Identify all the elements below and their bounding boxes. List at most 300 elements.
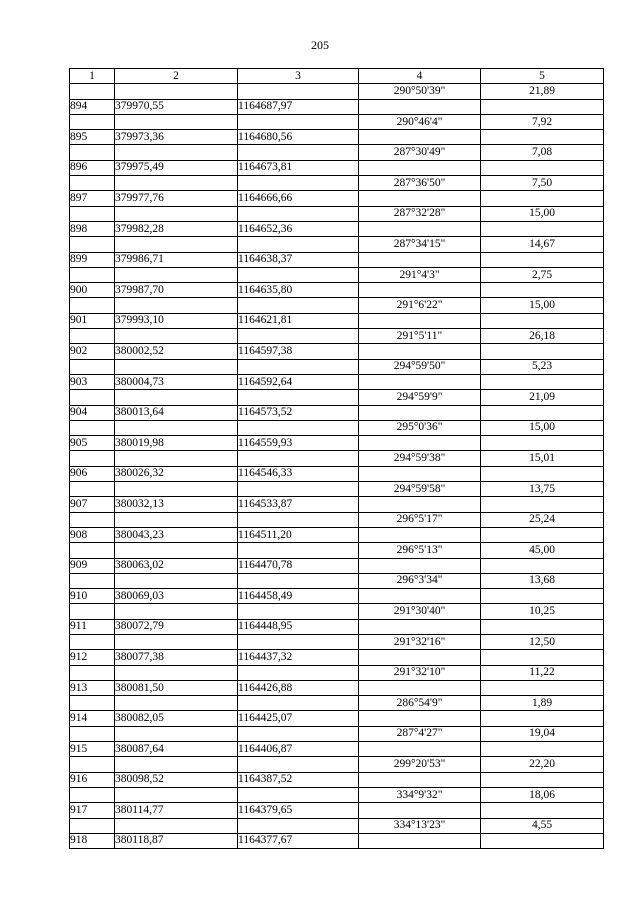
distance-cell: [481, 558, 604, 573]
y-coordinate-cell: 1164387,52: [238, 772, 359, 787]
distance-cell: 5,23: [481, 359, 604, 374]
distance-cell: [481, 711, 604, 726]
point-number-cell: 902: [70, 344, 115, 359]
table-row: [70, 589, 604, 604]
distance-cell: 7,92: [481, 114, 604, 129]
point-number-cell: [70, 390, 115, 405]
x-coordinate-cell: [115, 634, 238, 649]
x-coordinate-cell: 380081,50: [115, 680, 238, 695]
x-coordinate-cell: [115, 451, 238, 466]
y-coordinate-cell: [238, 176, 359, 191]
direction-angle-cell: 291°32'16": [359, 634, 481, 649]
direction-angle-cell: 294°59'58": [359, 482, 481, 497]
y-coordinate-cell: 1164470,78: [238, 558, 359, 573]
table-row: [70, 833, 604, 848]
distance-cell: 45,00: [481, 543, 604, 558]
direction-angle-cell: [359, 252, 481, 267]
x-coordinate-cell: 379975,49: [115, 160, 238, 175]
y-coordinate-cell: [238, 84, 359, 99]
x-coordinate-cell: 380114,77: [115, 803, 238, 818]
point-number-cell: [70, 482, 115, 497]
point-number-cell: 910: [70, 589, 115, 604]
table-row: [70, 313, 604, 328]
direction-angle-cell: [359, 742, 481, 757]
y-coordinate-cell: [238, 634, 359, 649]
point-number-cell: [70, 359, 115, 374]
table-row: [70, 206, 604, 221]
y-coordinate-cell: [238, 604, 359, 619]
direction-angle-cell: [359, 191, 481, 206]
x-coordinate-cell: [115, 757, 238, 772]
table-row: [70, 114, 604, 129]
y-coordinate-cell: 1164666,66: [238, 191, 359, 206]
y-coordinate-cell: [238, 696, 359, 711]
point-number-cell: 911: [70, 619, 115, 634]
x-coordinate-cell: [115, 329, 238, 344]
direction-angle-cell: 334°9'32": [359, 787, 481, 802]
point-number-cell: [70, 420, 115, 435]
x-coordinate-cell: [115, 604, 238, 619]
point-number-cell: [70, 512, 115, 527]
distance-cell: [481, 99, 604, 114]
direction-angle-cell: [359, 374, 481, 389]
direction-angle-cell: 296°5'13": [359, 543, 481, 558]
y-coordinate-cell: [238, 665, 359, 680]
x-coordinate-cell: 380077,38: [115, 650, 238, 665]
table-row: [70, 711, 604, 726]
table-row: [70, 191, 604, 206]
x-coordinate-cell: [115, 818, 238, 833]
distance-cell: [481, 405, 604, 420]
direction-angle-cell: [359, 680, 481, 695]
distance-cell: [481, 252, 604, 267]
distance-cell: [481, 527, 604, 542]
table-row: [70, 466, 604, 481]
distance-cell: [481, 374, 604, 389]
distance-cell: 22,20: [481, 757, 604, 772]
point-number-cell: [70, 206, 115, 221]
direction-angle-cell: [359, 589, 481, 604]
direction-angle-cell: 299°20'53": [359, 757, 481, 772]
x-coordinate-cell: [115, 726, 238, 741]
y-coordinate-cell: 1164638,37: [238, 252, 359, 267]
point-number-cell: 909: [70, 558, 115, 573]
point-number-cell: 907: [70, 497, 115, 512]
direction-angle-cell: [359, 160, 481, 175]
x-coordinate-cell: [115, 114, 238, 129]
distance-cell: [481, 680, 604, 695]
direction-angle-cell: 290°50'39": [359, 84, 481, 99]
x-coordinate-cell: 380069,03: [115, 589, 238, 604]
x-coordinate-cell: 379987,70: [115, 283, 238, 298]
point-number-cell: [70, 298, 115, 313]
distance-cell: 4,55: [481, 818, 604, 833]
y-coordinate-cell: 1164533,87: [238, 497, 359, 512]
direction-angle-cell: 286°54'9": [359, 696, 481, 711]
table-row: [70, 558, 604, 573]
x-coordinate-cell: 379977,76: [115, 191, 238, 206]
y-coordinate-cell: 1164511,20: [238, 527, 359, 542]
point-number-cell: 903: [70, 374, 115, 389]
distance-cell: 12,50: [481, 634, 604, 649]
point-number-cell: 914: [70, 711, 115, 726]
point-number-cell: [70, 329, 115, 344]
distance-cell: 13,75: [481, 482, 604, 497]
y-coordinate-cell: 1164448,95: [238, 619, 359, 634]
distance-cell: [481, 344, 604, 359]
table-row: [70, 176, 604, 191]
point-number-cell: 901: [70, 313, 115, 328]
distance-cell: [481, 436, 604, 451]
y-coordinate-cell: [238, 818, 359, 833]
y-coordinate-cell: 1164559,93: [238, 436, 359, 451]
direction-angle-cell: 291°32'10": [359, 665, 481, 680]
point-number-cell: 912: [70, 650, 115, 665]
direction-angle-cell: [359, 772, 481, 787]
table-row: [70, 787, 604, 802]
page-number: 205: [311, 38, 329, 52]
table-row: [70, 757, 604, 772]
y-coordinate-cell: 1164597,38: [238, 344, 359, 359]
direction-angle-cell: [359, 619, 481, 634]
y-coordinate-cell: [238, 329, 359, 344]
direction-angle-cell: 295°0'36": [359, 420, 481, 435]
x-coordinate-cell: 379993,10: [115, 313, 238, 328]
direction-angle-cell: [359, 283, 481, 298]
x-coordinate-cell: 379982,28: [115, 221, 238, 236]
direction-angle-cell: 287°30'49": [359, 145, 481, 160]
y-coordinate-cell: 1164621,81: [238, 313, 359, 328]
direction-angle-cell: 296°3'34": [359, 573, 481, 588]
x-coordinate-cell: 380072,79: [115, 619, 238, 634]
point-number-cell: [70, 543, 115, 558]
table-row: [70, 619, 604, 634]
x-coordinate-cell: [115, 573, 238, 588]
table-row: [70, 772, 604, 787]
table-row: [70, 696, 604, 711]
point-number-cell: 896: [70, 160, 115, 175]
column-header: 1: [70, 69, 115, 84]
table-row: [70, 374, 604, 389]
y-coordinate-cell: 1164635,80: [238, 283, 359, 298]
table-row: [70, 604, 604, 619]
distance-cell: [481, 803, 604, 818]
point-number-cell: 916: [70, 772, 115, 787]
direction-angle-cell: [359, 313, 481, 328]
x-coordinate-cell: 380019,98: [115, 436, 238, 451]
distance-cell: 15,01: [481, 451, 604, 466]
y-coordinate-cell: [238, 298, 359, 313]
y-coordinate-cell: 1164687,97: [238, 99, 359, 114]
table-body: [70, 84, 604, 849]
table-row: [70, 742, 604, 757]
distance-cell: 21,09: [481, 390, 604, 405]
table-row: [70, 329, 604, 344]
distance-cell: [481, 650, 604, 665]
direction-angle-cell: 287°4'27": [359, 726, 481, 741]
y-coordinate-cell: 1164546,33: [238, 466, 359, 481]
table-row: [70, 390, 604, 405]
point-number-cell: 898: [70, 221, 115, 236]
distance-cell: 25,24: [481, 512, 604, 527]
distance-cell: 2,75: [481, 267, 604, 282]
distance-cell: 1,89: [481, 696, 604, 711]
y-coordinate-cell: [238, 420, 359, 435]
direction-angle-cell: 291°6'22": [359, 298, 481, 313]
point-number-cell: [70, 267, 115, 282]
point-number-cell: 904: [70, 405, 115, 420]
table-row: [70, 283, 604, 298]
distance-cell: [481, 619, 604, 634]
x-coordinate-cell: 380013,64: [115, 405, 238, 420]
table-row: [70, 451, 604, 466]
table-row: [70, 650, 604, 665]
column-header: 3: [238, 69, 359, 84]
distance-cell: [481, 497, 604, 512]
direction-angle-cell: [359, 497, 481, 512]
distance-cell: 26,18: [481, 329, 604, 344]
table-row: [70, 543, 604, 558]
distance-cell: 11,22: [481, 665, 604, 680]
y-coordinate-cell: [238, 390, 359, 405]
point-number-cell: [70, 176, 115, 191]
direction-angle-cell: 290°46'4": [359, 114, 481, 129]
x-coordinate-cell: [115, 512, 238, 527]
point-number-cell: 895: [70, 130, 115, 145]
y-coordinate-cell: 1164458,49: [238, 589, 359, 604]
direction-angle-cell: [359, 650, 481, 665]
direction-angle-cell: 294°59'50": [359, 359, 481, 374]
point-number-cell: [70, 665, 115, 680]
direction-angle-cell: [359, 436, 481, 451]
x-coordinate-cell: [115, 482, 238, 497]
y-coordinate-cell: [238, 267, 359, 282]
y-coordinate-cell: [238, 482, 359, 497]
direction-angle-cell: [359, 344, 481, 359]
point-number-cell: [70, 451, 115, 466]
table-row: [70, 237, 604, 252]
y-coordinate-cell: 1164377,67: [238, 833, 359, 848]
x-coordinate-cell: [115, 176, 238, 191]
table-row: [70, 84, 604, 99]
y-coordinate-cell: [238, 726, 359, 741]
point-number-cell: [70, 818, 115, 833]
table-row: [70, 680, 604, 695]
point-number-cell: 918: [70, 833, 115, 848]
direction-angle-cell: 296°5'17": [359, 512, 481, 527]
point-number-cell: 894: [70, 99, 115, 114]
x-coordinate-cell: 380118,87: [115, 833, 238, 848]
direction-angle-cell: 291°30'40": [359, 604, 481, 619]
x-coordinate-cell: 380087,64: [115, 742, 238, 757]
x-coordinate-cell: [115, 267, 238, 282]
point-number-cell: [70, 696, 115, 711]
x-coordinate-cell: [115, 84, 238, 99]
x-coordinate-cell: 380032,13: [115, 497, 238, 512]
table-row: [70, 527, 604, 542]
table-row: [70, 359, 604, 374]
distance-cell: 18,06: [481, 787, 604, 802]
x-coordinate-cell: [115, 543, 238, 558]
direction-angle-cell: [359, 558, 481, 573]
y-coordinate-cell: [238, 757, 359, 772]
y-coordinate-cell: 1164673,81: [238, 160, 359, 175]
y-coordinate-cell: [238, 543, 359, 558]
table-row: [70, 512, 604, 527]
table-row: [70, 221, 604, 236]
direction-angle-cell: 287°34'15": [359, 237, 481, 252]
y-coordinate-cell: [238, 145, 359, 160]
point-number-cell: 900: [70, 283, 115, 298]
direction-angle-cell: [359, 99, 481, 114]
point-number-cell: 899: [70, 252, 115, 267]
direction-angle-cell: [359, 130, 481, 145]
table-row: [70, 405, 604, 420]
y-coordinate-cell: [238, 206, 359, 221]
x-coordinate-cell: [115, 145, 238, 160]
column-header: 2: [115, 69, 238, 84]
y-coordinate-cell: 1164406,87: [238, 742, 359, 757]
y-coordinate-cell: 1164379,65: [238, 803, 359, 818]
y-coordinate-cell: 1164573,52: [238, 405, 359, 420]
table-row: [70, 573, 604, 588]
x-coordinate-cell: 380043,23: [115, 527, 238, 542]
point-number-cell: [70, 757, 115, 772]
point-number-cell: [70, 114, 115, 129]
x-coordinate-cell: 380002,52: [115, 344, 238, 359]
y-coordinate-cell: [238, 451, 359, 466]
x-coordinate-cell: [115, 298, 238, 313]
x-coordinate-cell: 380082,05: [115, 711, 238, 726]
point-number-cell: [70, 726, 115, 741]
y-coordinate-cell: [238, 114, 359, 129]
distance-cell: [481, 130, 604, 145]
direction-angle-cell: 294°59'38": [359, 451, 481, 466]
table-row: [70, 298, 604, 313]
point-number-cell: 915: [70, 742, 115, 757]
x-coordinate-cell: 380063,02: [115, 558, 238, 573]
table-row: [70, 803, 604, 818]
distance-cell: [481, 283, 604, 298]
distance-cell: 15,00: [481, 420, 604, 435]
point-number-cell: [70, 84, 115, 99]
table-row: [70, 634, 604, 649]
direction-angle-cell: [359, 711, 481, 726]
distance-cell: 19,04: [481, 726, 604, 741]
point-number-cell: 905: [70, 436, 115, 451]
point-number-cell: [70, 573, 115, 588]
y-coordinate-cell: 1164425,07: [238, 711, 359, 726]
x-coordinate-cell: [115, 206, 238, 221]
table-row: [70, 252, 604, 267]
distance-cell: [481, 466, 604, 481]
distance-cell: [481, 221, 604, 236]
table-row: [70, 726, 604, 741]
table-row: [70, 436, 604, 451]
x-coordinate-cell: [115, 237, 238, 252]
direction-angle-cell: 294°59'9": [359, 390, 481, 405]
y-coordinate-cell: 1164652,36: [238, 221, 359, 236]
y-coordinate-cell: 1164680,56: [238, 130, 359, 145]
direction-angle-cell: [359, 527, 481, 542]
table-row: [70, 344, 604, 359]
distance-cell: 7,08: [481, 145, 604, 160]
table-row: [70, 267, 604, 282]
direction-angle-cell: 287°36'50": [359, 176, 481, 191]
distance-cell: [481, 191, 604, 206]
table-header-row: [70, 69, 604, 84]
x-coordinate-cell: 379970,55: [115, 99, 238, 114]
x-coordinate-cell: 380026,32: [115, 466, 238, 481]
distance-cell: [481, 772, 604, 787]
y-coordinate-cell: [238, 359, 359, 374]
table-row: [70, 420, 604, 435]
point-number-cell: 908: [70, 527, 115, 542]
y-coordinate-cell: [238, 787, 359, 802]
column-header: 5: [481, 69, 604, 84]
table-row: [70, 130, 604, 145]
point-number-cell: 917: [70, 803, 115, 818]
distance-cell: 7,50: [481, 176, 604, 191]
table-row: [70, 665, 604, 680]
direction-angle-cell: [359, 466, 481, 481]
point-number-cell: 906: [70, 466, 115, 481]
distance-cell: [481, 160, 604, 175]
x-coordinate-cell: 379986,71: [115, 252, 238, 267]
distance-cell: [481, 589, 604, 604]
point-number-cell: [70, 787, 115, 802]
table-row: [70, 482, 604, 497]
distance-cell: 10,25: [481, 604, 604, 619]
direction-angle-cell: [359, 803, 481, 818]
distance-cell: 15,00: [481, 298, 604, 313]
table-row: [70, 497, 604, 512]
y-coordinate-cell: 1164592,64: [238, 374, 359, 389]
point-number-cell: [70, 634, 115, 649]
direction-angle-cell: 291°5'11": [359, 329, 481, 344]
distance-cell: 15,00: [481, 206, 604, 221]
point-number-cell: 913: [70, 680, 115, 695]
direction-angle-cell: 334°13'23": [359, 818, 481, 833]
y-coordinate-cell: [238, 237, 359, 252]
x-coordinate-cell: [115, 420, 238, 435]
x-coordinate-cell: [115, 665, 238, 680]
y-coordinate-cell: [238, 512, 359, 527]
x-coordinate-cell: 380004,73: [115, 374, 238, 389]
y-coordinate-cell: 1164426,88: [238, 680, 359, 695]
distance-cell: [481, 742, 604, 757]
distance-cell: 14,67: [481, 237, 604, 252]
point-number-cell: [70, 604, 115, 619]
x-coordinate-cell: 380098,52: [115, 772, 238, 787]
distance-cell: [481, 313, 604, 328]
point-number-cell: 897: [70, 191, 115, 206]
coordinates-table: [69, 68, 604, 849]
direction-angle-cell: 287°32'28": [359, 206, 481, 221]
distance-cell: [481, 833, 604, 848]
y-coordinate-cell: [238, 573, 359, 588]
x-coordinate-cell: [115, 359, 238, 374]
x-coordinate-cell: [115, 696, 238, 711]
direction-angle-cell: [359, 405, 481, 420]
x-coordinate-cell: [115, 787, 238, 802]
table-row: [70, 818, 604, 833]
table-row: [70, 160, 604, 175]
distance-cell: 21,89: [481, 84, 604, 99]
point-number-cell: [70, 237, 115, 252]
table-row: [70, 99, 604, 114]
direction-angle-cell: [359, 221, 481, 236]
